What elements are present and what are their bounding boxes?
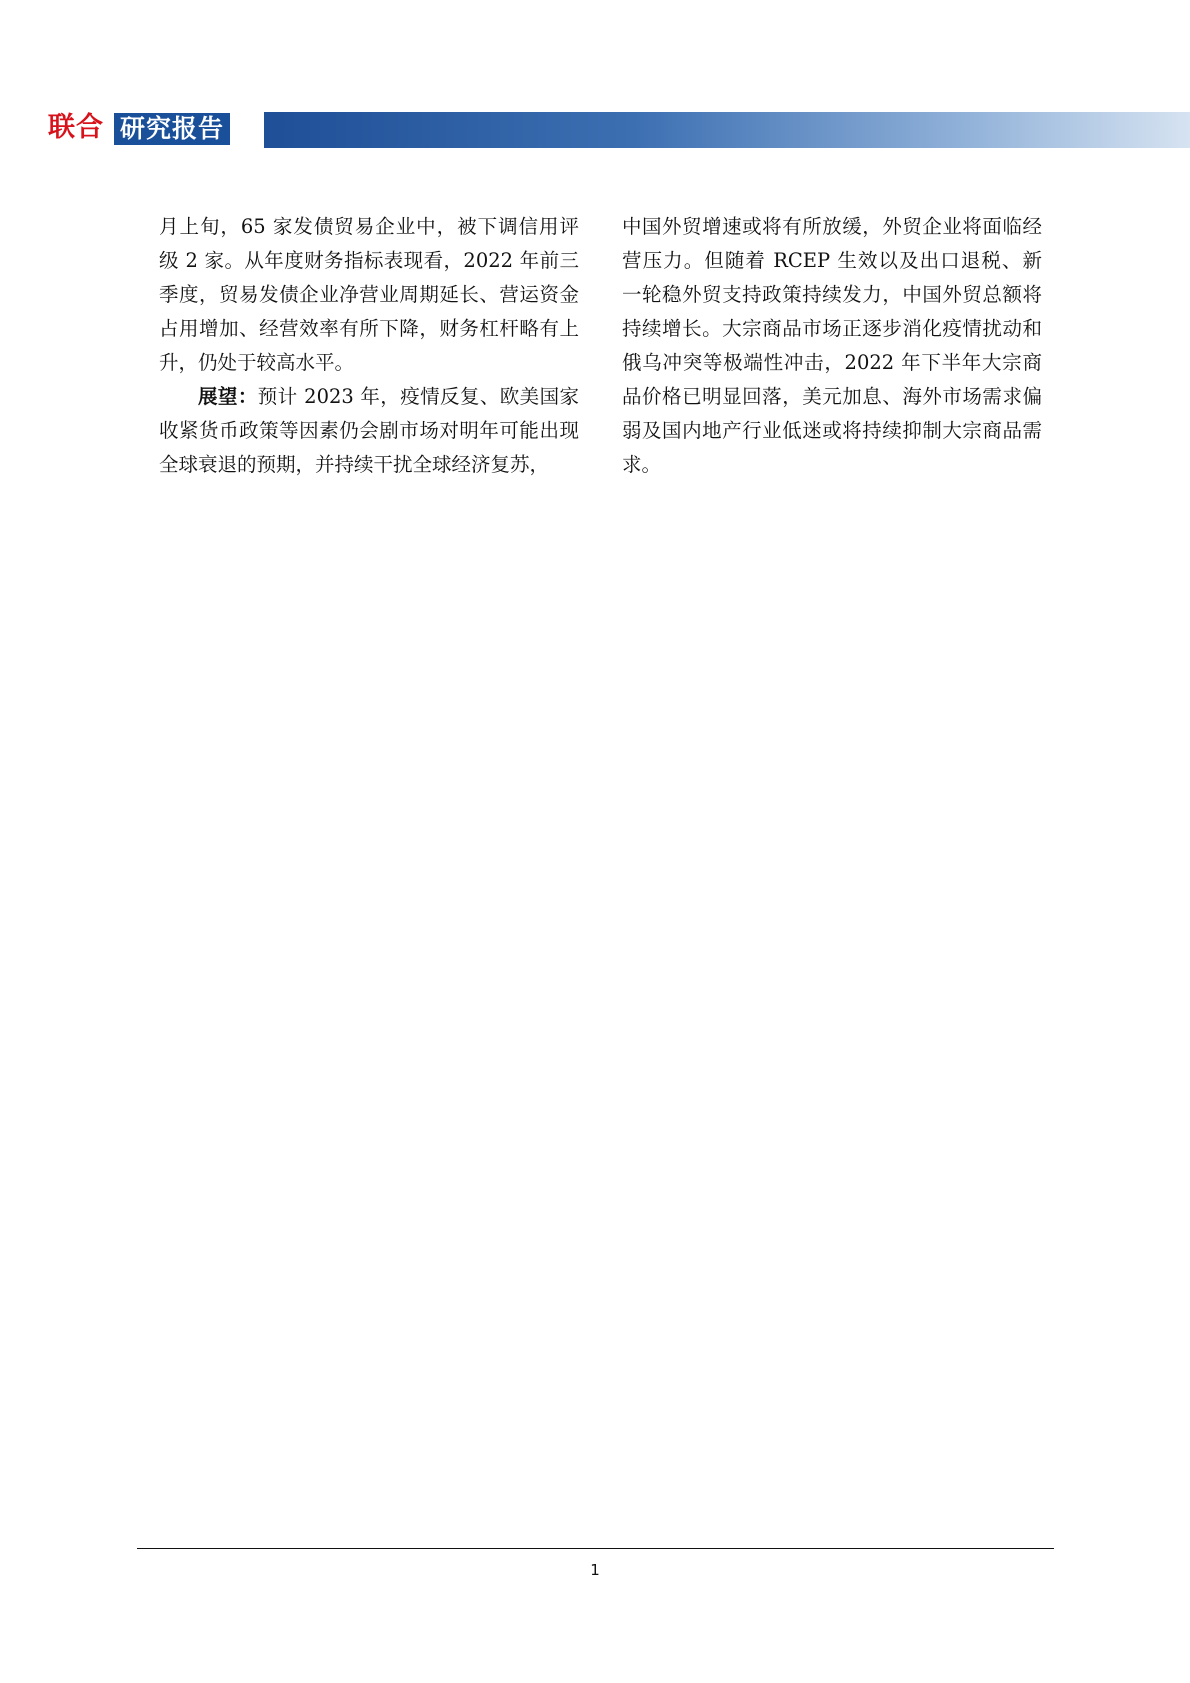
header-gradient-bar — [264, 112, 1190, 148]
report-header — [0, 108, 1190, 152]
left-paragraph-1: 月上旬，65 家发债贸易企业中，被下调信用评级 2 家。从年度财务指标表现看，2022 年前三季度，贸易发债企业净营业周期延长、营运资金占用增加、经营效率有所下降，财务杠杆略有上升，仍处于较高水平。 — [159, 215, 579, 374]
page-number: 1 — [590, 1561, 600, 1579]
right-paragraph-1: 中国外贸增速或将有所放缓，外贸企业将面临经营压力。但随着 RCEP 生效以及出口退税、新一轮稳外贸支持政策持续发力，中国外贸总额将持续增长。大宗商品市场正逐步消化疫情扰动和俄乌冲突等极端性冲击，2022 年下半年大宗商品价格已明显回落，美元加息、海外市场需求偏弱及国内地产行业低迷或将持续抑制大宗商品需求。 — [622, 215, 1042, 476]
brand-name-blue: 研究报告 — [114, 113, 230, 145]
left-text-column — [159, 210, 579, 482]
right-text-column — [622, 210, 1042, 482]
outlook-text: 预计 2023 年，疫情反复、欧美国家收紧货币政策等因素仍会剧市场对明年可能出现全球衰退的预期，并持续干扰全球经济复苏， — [159, 385, 579, 476]
outlook-paragraph — [159, 380, 579, 482]
outlook-label: 展望： — [198, 385, 258, 408]
footer-divider — [137, 1548, 1054, 1549]
brand-name-red: 联合 — [48, 112, 104, 143]
